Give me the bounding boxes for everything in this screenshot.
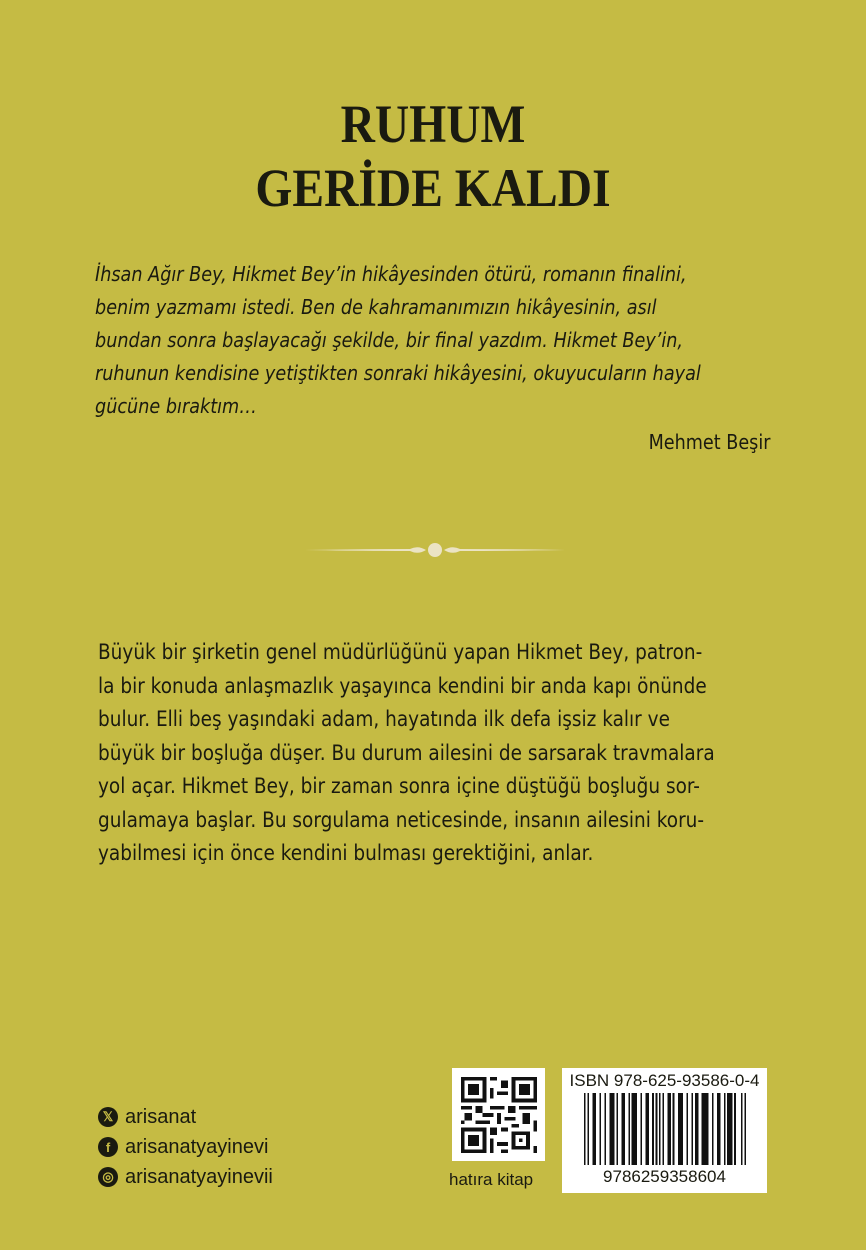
qr-code-icon (461, 1077, 537, 1153)
synopsis-line: yol açar. Hikmet Bey, bir zaman sonra içine düştüğü boşluğu sor- (98, 774, 700, 798)
quote-line: ruhunun kendisine yetiştikten sonraki hikâyesini, okuyucuların hayal (95, 361, 701, 385)
synopsis-line: yabilmesi için önce kendini bulması gerektiğini, anlar. (98, 841, 594, 865)
social-x[interactable] (98, 1102, 273, 1132)
social-handle: arisanatyayinevii (125, 1165, 273, 1188)
book-title-line-1: RUHUM (340, 94, 526, 154)
synopsis-line: la bir konuda anlaşmazlık yaşayınca kendini bir anda kapı önünde (98, 673, 707, 698)
author-quote (95, 258, 774, 423)
quote-line: bundan sonra başlayacağı şekilde, bir final yazdım. Hikmet Bey’in, (95, 328, 684, 352)
quote-line: İhsan Ağır Bey, Hikmet Bey’in hikâyesinden ötürü, romanın finalini, (95, 262, 687, 286)
quote-author: Mehmet Beşir (648, 430, 770, 454)
synopsis-line: bulur. Elli beş yaşındaki adam, hayatında ilk defa işsiz kalır ve (98, 707, 670, 731)
ornament-divider-icon (300, 538, 570, 562)
book-title-line-2: GERİDE KALDI (255, 158, 611, 218)
qr-code[interactable] (452, 1068, 545, 1161)
social-facebook[interactable] (98, 1132, 273, 1162)
social-links (98, 1102, 273, 1192)
synopsis-line: gulamaya başlar. Bu sorgulama neticesinde, insanın ailesini koru- (98, 807, 705, 832)
social-handle: arisanat (125, 1105, 197, 1128)
social-handle: arisanatyayinevi (125, 1135, 269, 1158)
isbn-barcode (562, 1068, 767, 1193)
synopsis (98, 636, 715, 871)
instagram-icon: ◎ (98, 1167, 118, 1187)
publisher-label: hatıra kitap (449, 1170, 534, 1189)
isbn-text: ISBN 978-625-93586-0-4 (569, 1071, 760, 1090)
x-icon: 𝕏 (98, 1107, 118, 1127)
quote-line: gücüne bıraktım… (95, 394, 257, 418)
barcode-icon (584, 1093, 746, 1165)
quote-line: benim yazmamı istedi. Ben de kahramanımızın hikâyesinin, asıl (95, 295, 657, 319)
facebook-icon: f (98, 1137, 118, 1157)
synopsis-line: büyük bir boşluğa düşer. Bu durum ailesini de sarsarak travmalara (98, 740, 715, 765)
social-instagram[interactable] (98, 1162, 273, 1192)
ean-number: 9786259358604 (603, 1167, 726, 1186)
synopsis-line: Büyük bir şirketin genel müdürlüğünü yapan Hikmet Bey, patron- (98, 640, 703, 664)
